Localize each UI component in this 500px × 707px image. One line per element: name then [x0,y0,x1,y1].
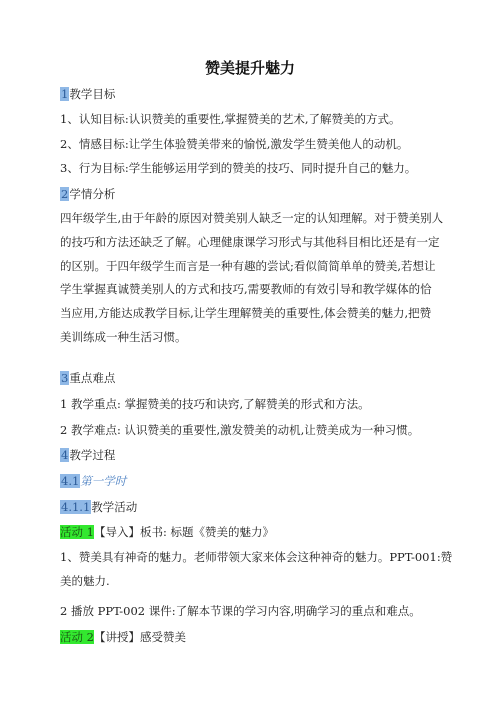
section-heading-text: 第一学时 [80,474,127,488]
paragraph-line: 当应用,方能达成教学目标,让学生理解赞美的重要性,体会赞美的魅力,把赞 [60,306,432,321]
activity-1-paragraph [60,546,453,594]
objective-item-3: 3、行为目标:学生能够运用学到的赞美的技巧、同时提升自己的魅力。 [60,161,417,175]
activity-text: 【导入】板书: 标题《赞美的魅力》 [93,525,275,539]
section-number: 4.1.1 [61,500,91,514]
subsection-heading-4-1-1 [60,500,137,514]
objective-item-2: 2、情感目标:让学生体验赞美带来的愉悦,激发学生赞美他人的动机。 [60,137,409,151]
activity-1-heading [60,525,274,539]
section-heading-1 [60,87,115,101]
section-heading-text: 教学过程 [69,448,116,462]
analysis-paragraph [60,207,448,350]
section-number: 3 [61,371,69,385]
objective-item-1: 1、认知目标:认识赞美的重要性,掌握赞美的艺术,了解赞美的方式。 [60,112,401,126]
section-number: 1 [61,87,69,101]
section-number: 4 [61,448,69,462]
key-point-item: 1 教学重点: 掌握赞美的技巧和诀窍,了解赞美的形式和方法。 [60,397,370,411]
subsection-heading-4-1 [60,474,126,488]
section-number: 2 [61,187,69,201]
section-heading-text: 学情分析 [69,187,116,201]
paragraph-line: 美训练成一种生活习惯。 [60,329,187,344]
section-heading-text: 教学活动 [91,500,138,514]
section-number: 4.1 [61,474,80,488]
paragraph-line: 的技巧和方法还缺乏了解。心理健康课学习形式与其他科目相比还是有一定 [60,234,440,249]
activity-tag: 活动 2 [60,630,94,644]
doc-title: 赞美提升魅力 [204,59,295,77]
section-heading-3 [60,371,115,385]
difficulty-item: 2 教学难点: 认识赞美的重要性,激发赞美的动机,让赞美成为一种习惯。 [60,423,420,437]
activity-tag: 活动 1 [60,525,94,539]
activity-text: 【讲授】感受赞美 [93,630,186,644]
section-heading-text: 教学目标 [69,87,116,101]
paragraph-line: 四年级学生,由于年龄的原因对赞美别人缺乏一定的认知理解。对于赞美别人 [60,211,444,225]
paragraph-line: 1、赞美具有神奇的魅力。老师带领大家来体会这种神奇的魅力。PPT-001:赞 [60,550,453,564]
section-heading-4 [60,448,115,462]
paragraph-line: 的区别。于四年级学生而言是一种有趣的尝试;看似简简单单的赞美,若想让 [60,258,436,273]
paragraph-line: 美的魅力. [60,573,110,588]
section-heading-text: 重点难点 [69,371,116,385]
section-heading-2 [60,187,115,201]
activity-2-heading [60,630,186,644]
activity-1-step-2: 2 播放 PPT-002 课件:了解本节课的学习内容,明确学习的重点和难点。 [60,604,421,618]
paragraph-line: 学生掌握真诚赞美别人的方式和技巧,需要教师的有效引导和教学媒体的恰 [60,282,432,297]
